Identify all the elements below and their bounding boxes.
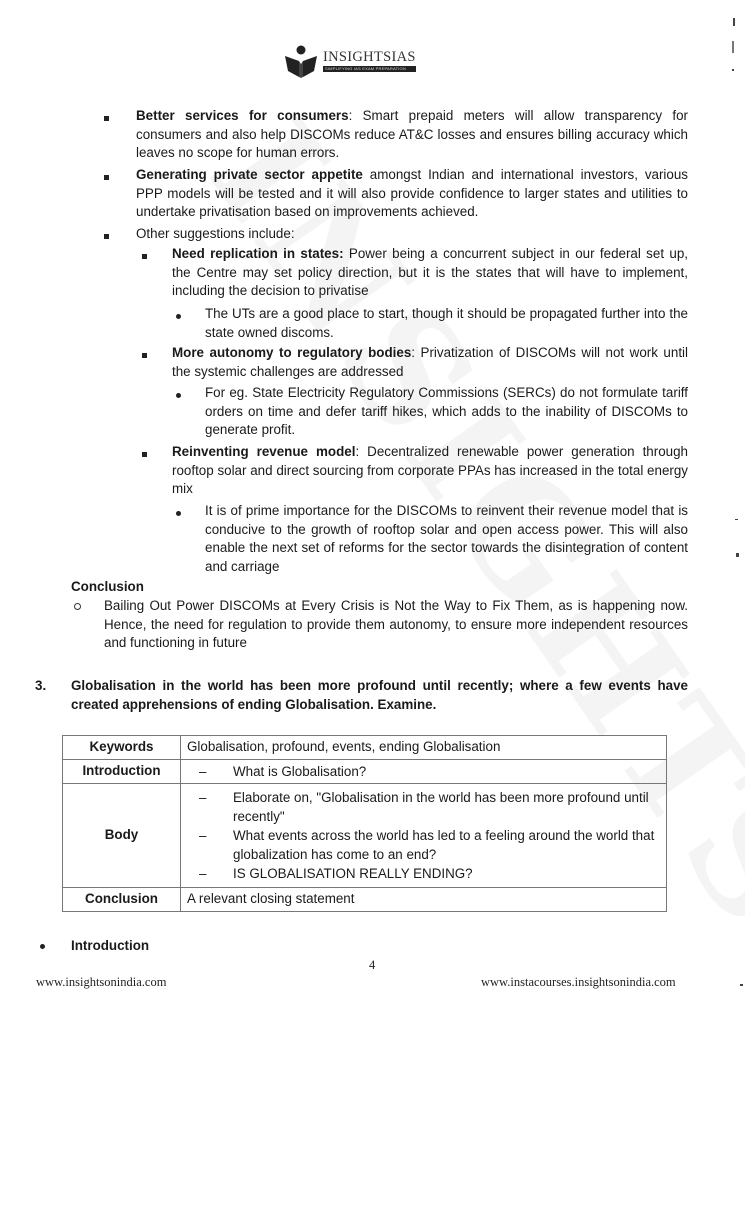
dot-bullet-icon xyxy=(176,511,181,516)
square-bullet-icon xyxy=(104,175,109,180)
square-bullet-icon xyxy=(142,254,147,259)
open-book-person-icon xyxy=(283,44,319,78)
footer-website-link[interactable]: www.insightsonindia.com xyxy=(36,975,167,989)
scan-artifact xyxy=(735,519,738,520)
footer-courses-link[interactable]: www.instacourses.insightsonindia.com xyxy=(481,975,676,989)
suggestion-replication-detail: The UTs are a good place to start, though it should be propagated further into the state owned discoms. xyxy=(205,306,688,340)
dot-bullet-icon xyxy=(40,944,45,949)
answer-structure-table xyxy=(62,735,667,912)
point-better-services: Better services for consumers: Smart prepaid meters will allow transparency for consumers and also help DISCOMs reduce AT&C losses and ensures billing accuracy which leaves no scope for human errors. xyxy=(136,108,689,160)
suggestion-revenue-model: Reinventing revenue model: Decentralized renewable power generation through rooftop solar and direct sourcing from corporate PPAs has increased in the total energy mix xyxy=(172,444,688,496)
row-label: Body xyxy=(63,784,181,888)
scan-artifact xyxy=(733,18,735,26)
square-bullet-icon xyxy=(142,452,147,457)
question-number: 3. xyxy=(35,678,47,693)
point-other-suggestions: Other suggestions include: xyxy=(136,226,295,241)
scan-artifact xyxy=(732,41,734,53)
row-label: Keywords xyxy=(63,736,181,760)
circle-bullet-icon xyxy=(74,603,81,610)
row-label: Conclusion xyxy=(63,888,181,912)
row-value xyxy=(181,784,667,888)
table-row-body xyxy=(63,784,667,888)
question-text: Globalisation in the world has been more profound until recently; where a few events have created apprehensions of ending Globalisation. Examine. xyxy=(71,678,688,712)
scan-artifact xyxy=(732,69,734,71)
table-list-item: – What events across the world has led to a feeling around the world that globalization has come to an end? xyxy=(199,828,655,862)
square-bullet-icon xyxy=(142,353,147,358)
scan-artifact xyxy=(740,984,743,986)
row-label: Introduction xyxy=(63,760,181,784)
row-value xyxy=(181,760,667,784)
table-row-keywords xyxy=(63,736,667,760)
square-bullet-icon xyxy=(104,116,109,121)
scan-artifact xyxy=(736,553,739,557)
insightsias-logo xyxy=(283,44,416,78)
answer-introduction-heading: Introduction xyxy=(71,938,150,953)
row-value: Globalisation, profound, events, ending Globalisation xyxy=(181,736,667,760)
conclusion-text: Bailing Out Power DISCOMs at Every Crisis is Not the Way to Fix Them, as is happening now. Hence, the need for regulation to provide them autonomy, to ensure more independent resources and functioning in future xyxy=(104,598,688,650)
dot-bullet-icon xyxy=(176,314,181,319)
page-number: 4 xyxy=(369,958,376,972)
logo-tagline: SIMPLIFYING IAS EXAM PREPARATION xyxy=(323,66,416,72)
point-private-sector: Generating private sector appetite amongst Indian and international investors, various PPP models will be tested and it will also provide confidence to larger states and utilities to undertake privatisation based on improvements achieved. xyxy=(136,167,688,219)
suggestion-autonomy-detail: For eg. State Electricity Regulatory Commissions (SERCs) do not formulate tariff orders on time and defer tariff hikes, which adds to the inability of DISCOMs to generate profit. xyxy=(205,385,688,437)
suggestion-replication: Need replication in states: Power being a concurrent subject in our federal set up, the Centre may set policy direction, but it is the states that will have to implement, including the decision to privatise xyxy=(172,246,688,298)
table-list-item: – What is Globalisation? xyxy=(199,764,367,779)
dot-bullet-icon xyxy=(176,393,181,398)
table-list-item: – Elaborate on, "Globalisation in the world has been more profound until recently" xyxy=(199,790,649,824)
table-row-introduction xyxy=(63,760,667,784)
logo-title: INSIGHTSIAS xyxy=(323,49,416,65)
square-bullet-icon xyxy=(104,234,109,239)
table-row-conclusion xyxy=(63,888,667,912)
conclusion-heading: Conclusion xyxy=(71,579,144,594)
table-list-item: – IS GLOBALISATION REALLY ENDING? xyxy=(199,866,473,881)
suggestion-autonomy: More autonomy to regulatory bodies: Privatization of DISCOMs will not work until the systemic challenges are addressed xyxy=(172,345,688,379)
row-value: A relevant closing statement xyxy=(181,888,667,912)
suggestion-revenue-model-detail: It is of prime importance for the DISCOMs to reinvent their revenue model that is conducive to the growth of rooftop solar and open access power. This will also enable the next set of reforms for the sector towards the disintegration of content and carriage xyxy=(205,503,688,574)
